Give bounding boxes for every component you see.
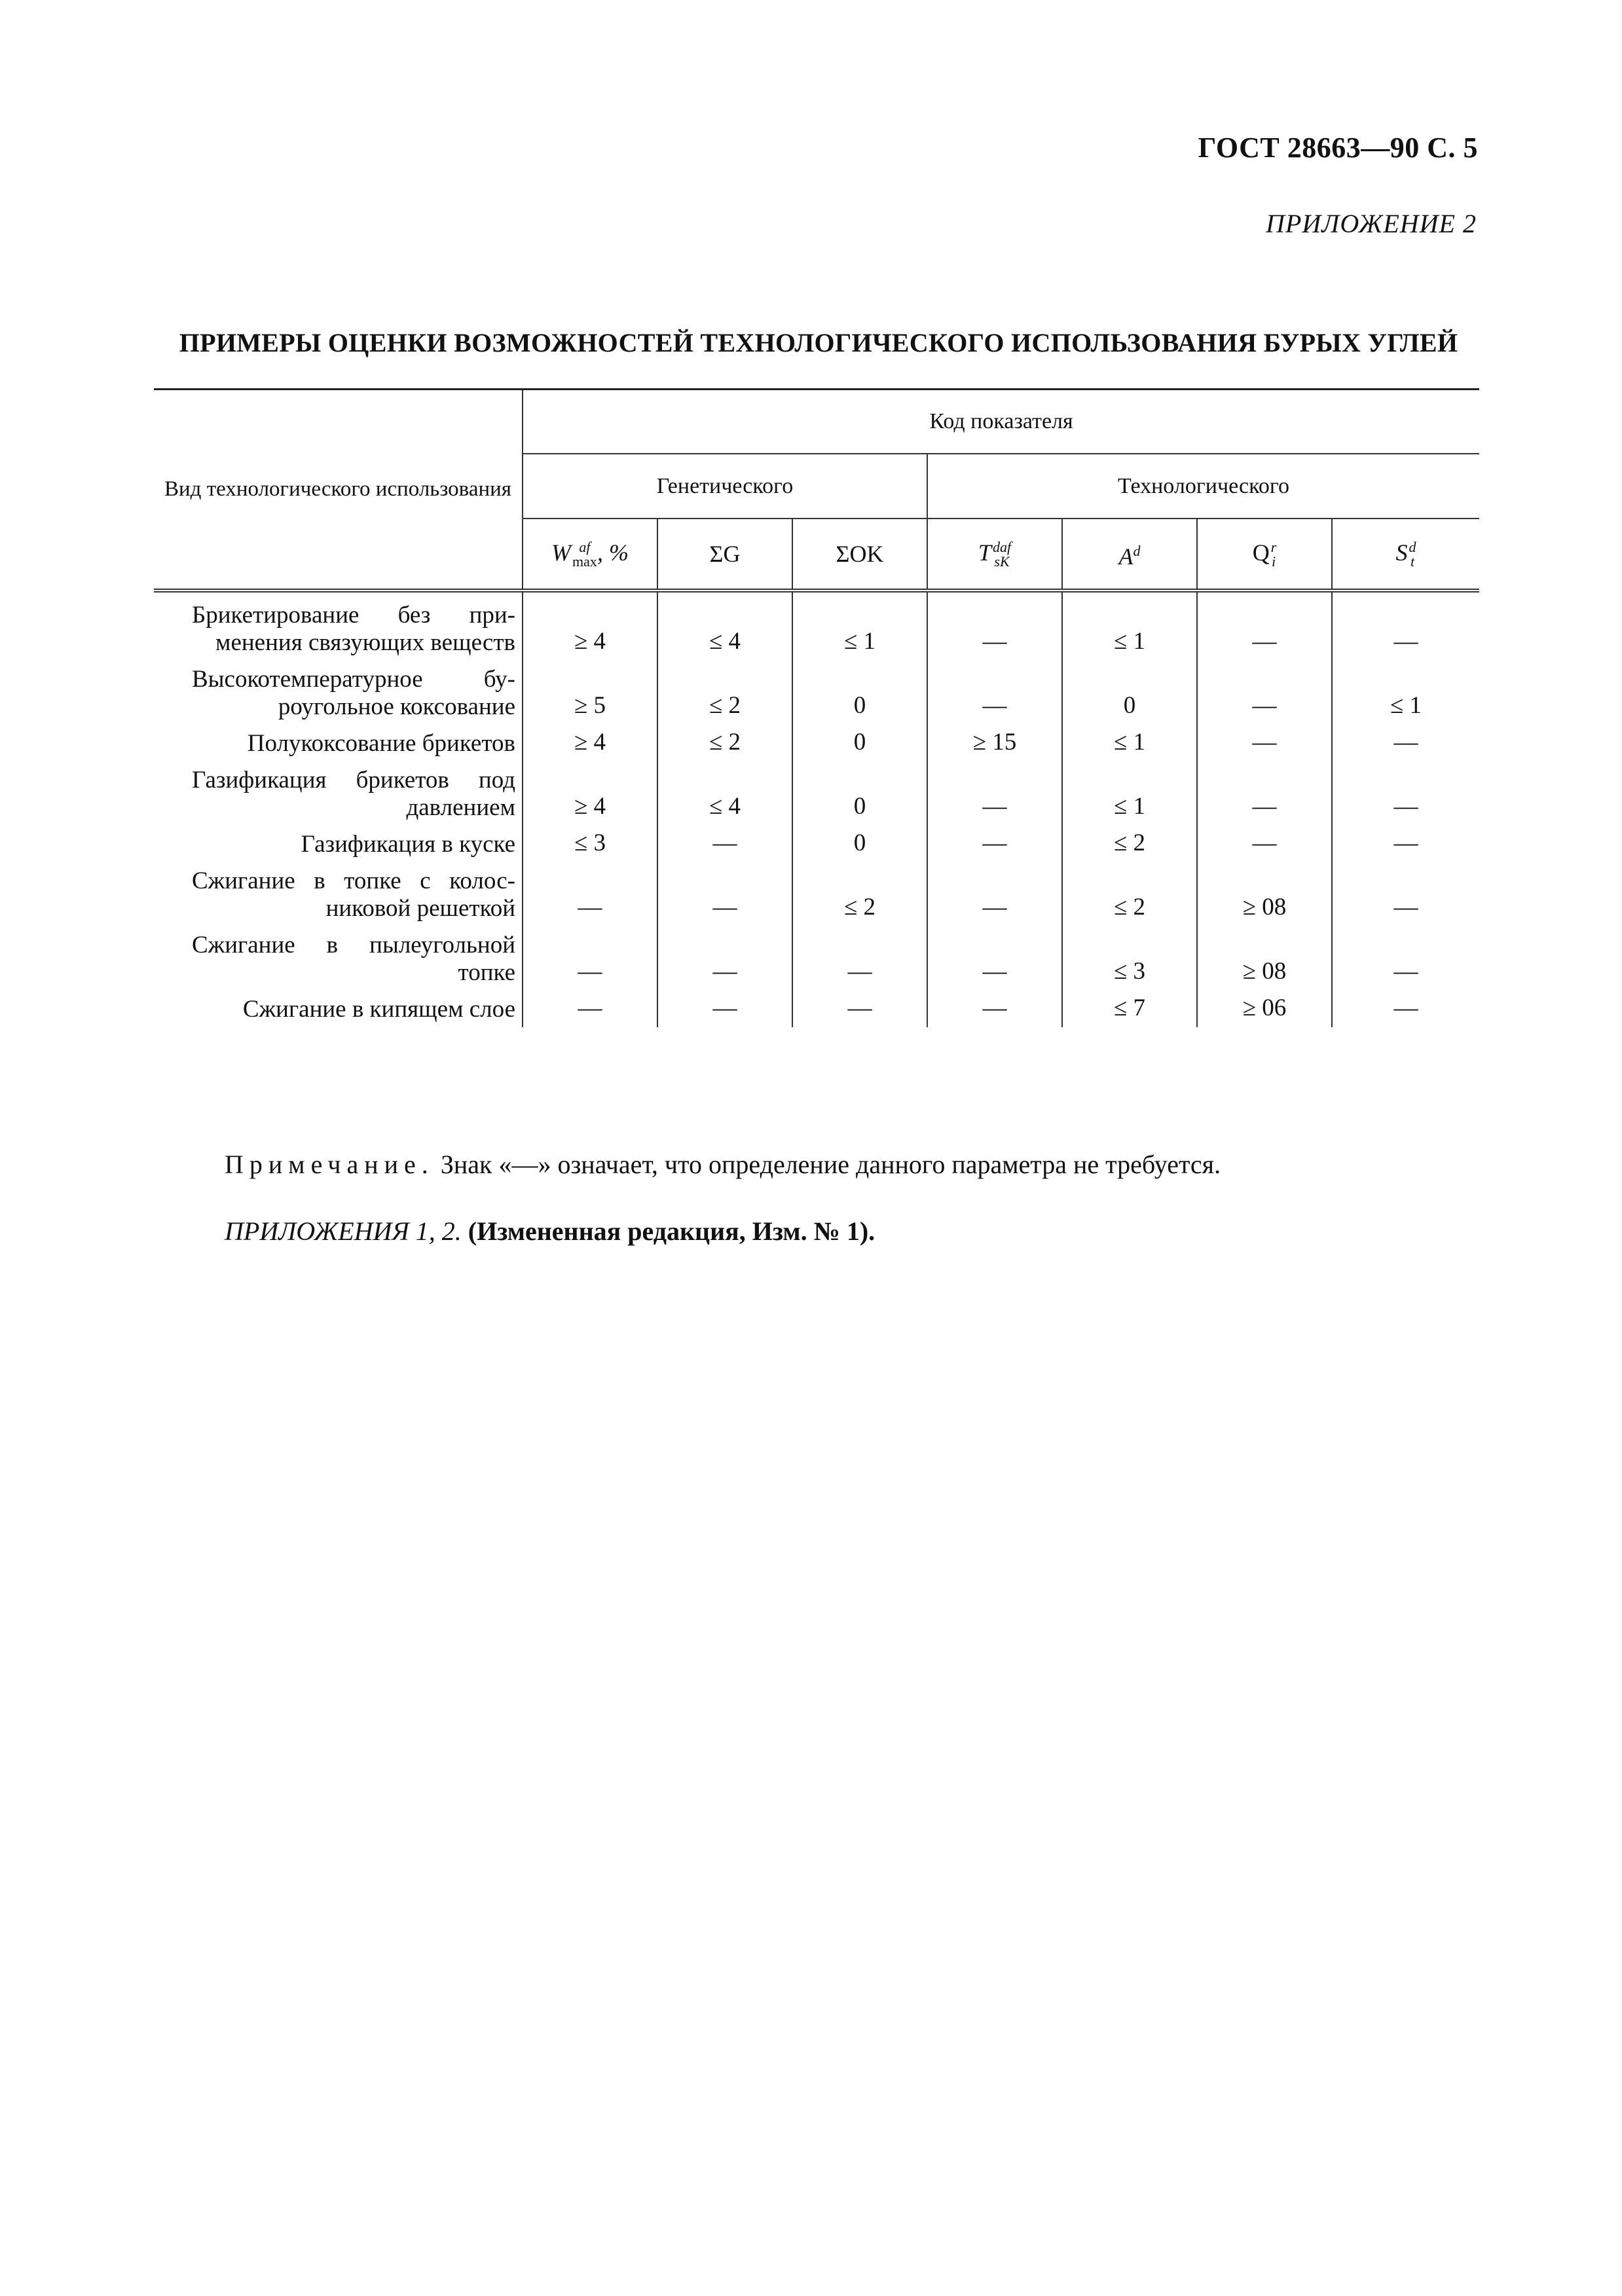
usage-cell: Брикетирование без при-менения связующих веществ — [192, 602, 515, 656]
value-cell: — — [657, 991, 792, 1027]
value-cell: ≤ 2 — [792, 862, 927, 926]
value-cell: — — [1332, 926, 1479, 991]
value-cell: — — [657, 926, 792, 991]
value-cell: — — [927, 761, 1062, 826]
value-cell: — — [1332, 991, 1479, 1027]
usage-cell: Газификация в куске — [301, 831, 515, 858]
usage-cell: Сжигание в пылеугольной топке — [192, 932, 515, 986]
value-cell: — — [927, 926, 1062, 991]
table-row — [154, 926, 1479, 991]
indicator-code-header: Код показателя — [523, 390, 1479, 454]
value-cell: 0 — [792, 761, 927, 826]
column-header-sum-g: ΣG — [657, 519, 792, 591]
table-note — [225, 1149, 1221, 1180]
value-cell: — — [792, 926, 927, 991]
value-cell: — — [1332, 862, 1479, 926]
table-row — [154, 725, 1479, 761]
column-header-ash: $A^d$ — [1062, 519, 1197, 591]
value-cell: ≤ 2 — [657, 661, 792, 725]
value-cell: 0 — [1062, 661, 1197, 725]
value-cell: ≤ 1 — [1062, 725, 1197, 761]
table-row — [154, 826, 1479, 862]
value-cell: ≥ 15 — [927, 725, 1062, 761]
value-cell: ≥ 08 — [1197, 862, 1332, 926]
column-header-tar-yield: T daf sK — [927, 519, 1062, 591]
table-row — [154, 991, 1479, 1027]
value-cell: ≥ 4 — [523, 761, 657, 826]
value-cell: — — [927, 826, 1062, 862]
value-cell: ≤ 1 — [1062, 761, 1197, 826]
table-row — [154, 661, 1479, 725]
value-cell: ≤ 1 — [1062, 591, 1197, 661]
column-header-heat-value: Q r i — [1197, 519, 1332, 591]
value-cell: ≤ 2 — [657, 725, 792, 761]
table-row — [154, 862, 1479, 926]
indicator-table — [154, 388, 1479, 1027]
page-header-standard: ГОСТ 28663—90 С. 5 — [1198, 132, 1478, 164]
usage-column-header: Вид технологического использования — [154, 390, 523, 591]
value-cell: 0 — [792, 826, 927, 862]
appendix-label: ПРИЛОЖЕНИЕ 2 — [1266, 209, 1477, 238]
value-cell: — — [1332, 761, 1479, 826]
column-header-sulfur: S d t — [1332, 519, 1479, 591]
table-row — [154, 591, 1479, 661]
value-cell: — — [1197, 826, 1332, 862]
value-cell: ≤ 3 — [523, 826, 657, 862]
amendment-reference: ПРИЛОЖЕНИЯ 1, 2. — [225, 1216, 462, 1246]
usage-cell: Высокотемпературное бу-роугольное коксование — [192, 666, 515, 720]
value-cell: — — [927, 661, 1062, 725]
table-body — [154, 591, 1479, 1027]
value-cell: ≥ 4 — [523, 591, 657, 661]
usage-cell: Сжигание в топке с колос-никовой решеткой — [192, 867, 515, 922]
value-cell: — — [1332, 826, 1479, 862]
usage-cell: Полукоксование брикетов — [247, 730, 515, 757]
document-title: ПРИМЕРЫ ОЦЕНКИ ВОЗМОЖНОСТЕЙ ТЕХНОЛОГИЧЕСКОГО ИСПОЛЬЗОВАНИЯ БУРЫХ УГЛЕЙ — [179, 328, 1458, 357]
value-cell: — — [523, 862, 657, 926]
value-cell: ≤ 4 — [657, 761, 792, 826]
value-cell: ≤ 1 — [1332, 661, 1479, 725]
value-cell: 0 — [792, 661, 927, 725]
table-row — [154, 761, 1479, 826]
value-cell: — — [1197, 761, 1332, 826]
value-cell: — — [523, 991, 657, 1027]
column-header-sum-ok: ΣOK — [792, 519, 927, 591]
value-cell: ≥ 4 — [523, 725, 657, 761]
value-cell: ≥ 5 — [523, 661, 657, 725]
value-cell: — — [792, 991, 927, 1027]
value-cell: ≤ 7 — [1062, 991, 1197, 1027]
column-header-moisture: W af max , % — [523, 519, 657, 591]
amendment-line — [225, 1216, 875, 1247]
value-cell: ≤ 3 — [1062, 926, 1197, 991]
value-cell: — — [927, 862, 1062, 926]
value-cell: ≤ 2 — [1062, 862, 1197, 926]
usage-cell: Газификация брикетов под давлением — [192, 767, 515, 821]
value-cell: — — [1197, 661, 1332, 725]
value-cell: — — [523, 926, 657, 991]
value-cell: ≤ 1 — [792, 591, 927, 661]
value-cell: — — [1197, 725, 1332, 761]
value-cell: ≥ 06 — [1197, 991, 1332, 1027]
value-cell: — — [927, 591, 1062, 661]
value-cell: — — [927, 991, 1062, 1027]
value-cell: — — [1332, 591, 1479, 661]
value-cell: ≤ 4 — [657, 591, 792, 661]
value-cell: 0 — [792, 725, 927, 761]
value-cell: — — [1197, 591, 1332, 661]
value-cell: ≤ 2 — [1062, 826, 1197, 862]
value-cell: — — [657, 826, 792, 862]
usage-cell: Сжигание в кипящем слое — [242, 996, 515, 1023]
note-text: Знак «—» означает, что определение данного параметра не требуется. — [440, 1150, 1221, 1179]
amendment-text: (Измененная редакция, Изм. № 1). — [468, 1216, 876, 1246]
value-cell: ≥ 08 — [1197, 926, 1332, 991]
genetic-group-header: Генетического — [523, 454, 927, 519]
value-cell: — — [657, 862, 792, 926]
value-cell: — — [1332, 725, 1479, 761]
technological-group-header: Технологического — [927, 454, 1479, 519]
note-label: Примечание. — [225, 1150, 434, 1179]
